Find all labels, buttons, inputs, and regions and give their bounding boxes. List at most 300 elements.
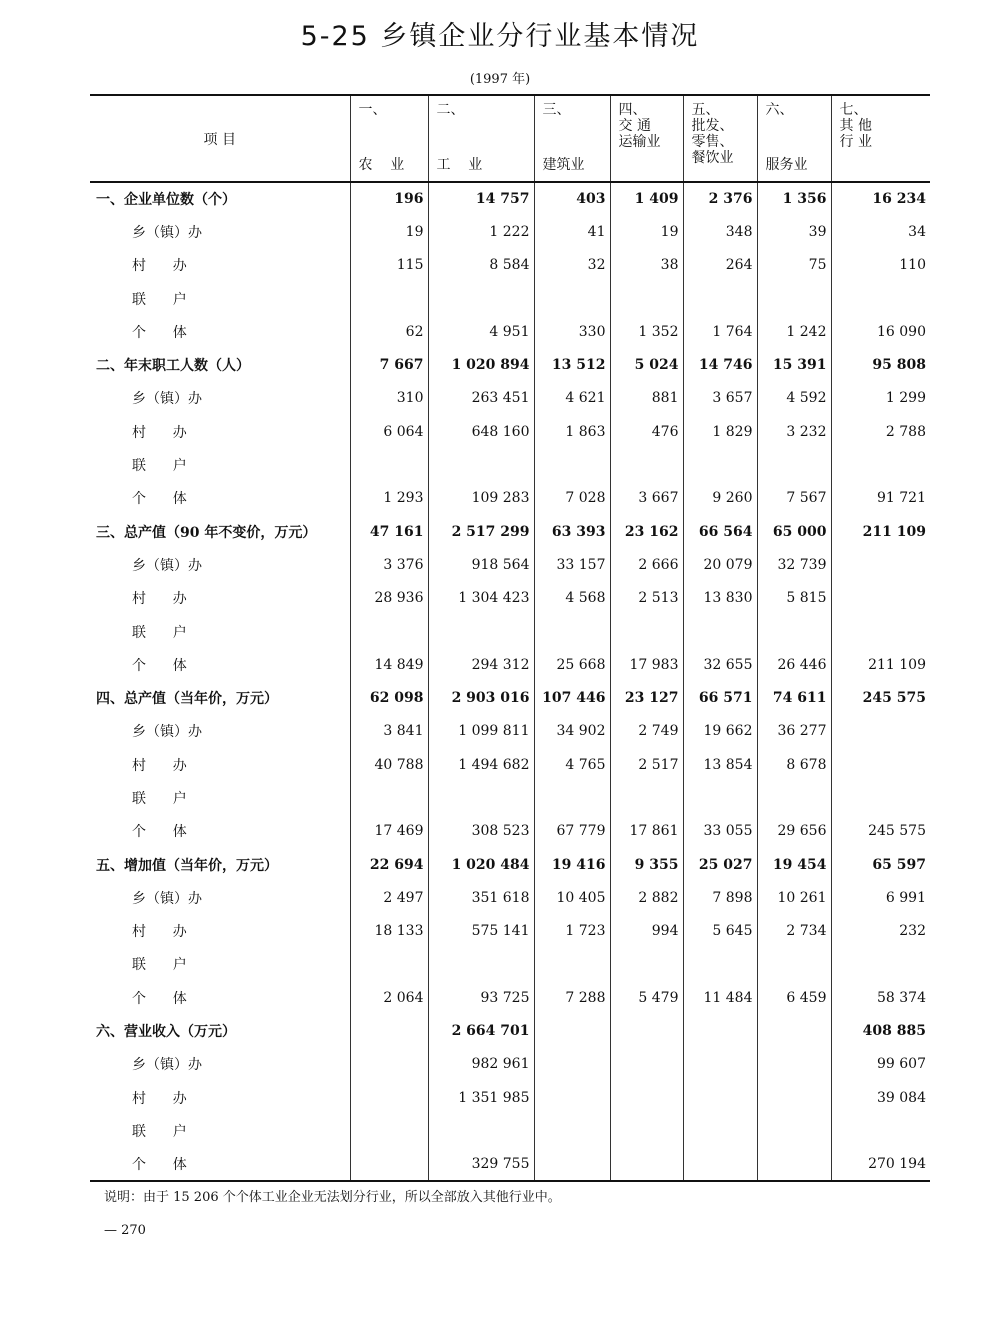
table-cell: 14 849 (350, 648, 428, 681)
table-cell: 91 721 (831, 482, 930, 515)
table-cell: 58 374 (831, 981, 930, 1014)
table-cell: 65 000 (757, 515, 831, 548)
row-label: 村 办 (132, 424, 187, 441)
table-cell (683, 448, 757, 481)
header-column-1 (350, 95, 428, 182)
table-cell: 20 079 (683, 548, 757, 581)
table-cell (610, 1148, 683, 1181)
table-cell: 32 655 (683, 648, 757, 681)
table-cell: 67 779 (534, 815, 610, 848)
table-row (90, 1148, 930, 1181)
table-cell (350, 781, 428, 814)
header-label: 项 目 (203, 131, 236, 148)
table-cell (350, 948, 428, 981)
table-cell (831, 748, 930, 781)
table-cell: 648 160 (428, 415, 534, 448)
table-cell: 7 288 (534, 981, 610, 1014)
table-cell: 32 739 (757, 548, 831, 581)
table-cell: 39 (757, 215, 831, 248)
table-cell: 8 678 (757, 748, 831, 781)
table-section-row (90, 1014, 930, 1047)
table-cell (610, 1114, 683, 1147)
header-column-2 (428, 95, 534, 182)
table-cell (350, 1048, 428, 1081)
table-cell: 1 494 682 (428, 748, 534, 781)
table-cell: 11 484 (683, 981, 757, 1014)
table-row (90, 915, 930, 948)
header-number: 二、 (436, 102, 465, 118)
table-cell (534, 282, 610, 315)
table-cell: 308 523 (428, 815, 534, 848)
table-row (90, 582, 930, 615)
table-cell: 19 454 (757, 848, 831, 881)
table-cell (534, 781, 610, 814)
table-cell (534, 1148, 610, 1181)
table-cell (610, 781, 683, 814)
row-label: 个 体 (90, 1148, 350, 1181)
table-cell (610, 448, 683, 481)
header-number: 七、 (839, 102, 868, 118)
table-cell (683, 1148, 757, 1181)
table-cell: 99 607 (831, 1048, 930, 1081)
header-column-5 (683, 95, 757, 182)
header-label: 批发、 零售、 餐饮业 (691, 118, 734, 166)
table-cell (683, 1014, 757, 1047)
table-cell: 38 (610, 249, 683, 282)
table-cell: 264 (683, 249, 757, 282)
row-label: 一、企业单位数（个） (96, 192, 236, 209)
table-cell (610, 1081, 683, 1114)
table-cell: 2 734 (757, 915, 831, 948)
header-number: 五、 (691, 102, 720, 118)
table-cell: 2 376 (683, 182, 757, 215)
footnote: 说明：由于 15 206 个个体工业企业无法划分行业，所以全部放入其他行业中。 (104, 1190, 561, 1205)
table-cell (534, 948, 610, 981)
table-cell: 13 854 (683, 748, 757, 781)
table-cell: 408 885 (831, 1014, 930, 1047)
table-cell: 270 194 (831, 1148, 930, 1181)
table-cell (831, 548, 930, 581)
table-cell: 330 (534, 315, 610, 348)
table-cell: 7 028 (534, 482, 610, 515)
table-cell: 1 242 (757, 315, 831, 348)
table-cell (683, 1114, 757, 1147)
table-cell: 14 757 (428, 182, 534, 215)
row-label: 乡（镇）办 (132, 890, 202, 907)
table-cell: 19 416 (534, 848, 610, 881)
table-row (90, 548, 930, 581)
table-cell (610, 948, 683, 981)
table-cell (428, 1114, 534, 1147)
table-cell: 33 157 (534, 548, 610, 581)
table-cell: 19 662 (683, 715, 757, 748)
table-cell: 93 725 (428, 981, 534, 1014)
row-label: 村 办 (132, 591, 187, 608)
table-cell (683, 1081, 757, 1114)
table-cell: 9 355 (610, 848, 683, 881)
row-label: 乡（镇）办 (132, 391, 202, 408)
table-cell: 5 645 (683, 915, 757, 948)
table-row (90, 948, 930, 981)
table-cell (350, 615, 428, 648)
table-section-row (90, 681, 930, 714)
table-row (90, 315, 930, 348)
table-cell: 2 788 (831, 415, 930, 448)
table-cell: 18 133 (350, 915, 428, 948)
table-cell (350, 448, 428, 481)
table-row (90, 1048, 930, 1081)
table-cell: 8 584 (428, 249, 534, 282)
row-label: 乡（镇）办 (132, 1057, 202, 1074)
table-cell: 329 755 (428, 1148, 534, 1181)
table-cell: 4 765 (534, 748, 610, 781)
table-cell: 16 090 (831, 315, 930, 348)
header-item (90, 95, 350, 182)
table-cell (534, 615, 610, 648)
table-cell (534, 1048, 610, 1081)
row-label: 联 户 (132, 790, 187, 807)
table-cell (757, 615, 831, 648)
table-cell (757, 1081, 831, 1114)
table-section-row (90, 182, 930, 215)
table-cell: 33 055 (683, 815, 757, 848)
table-cell: 1 409 (610, 182, 683, 215)
table-cell (350, 1014, 428, 1047)
header-label: 交 通 运输业 (618, 118, 661, 150)
table-cell: 351 618 (428, 881, 534, 914)
table-cell (534, 1014, 610, 1047)
table-cell (428, 282, 534, 315)
table-header (90, 95, 930, 182)
table-cell: 2 517 299 (428, 515, 534, 548)
table-cell (831, 715, 930, 748)
row-label: 三、总产值（90 年不变价，万元） (96, 524, 317, 541)
table-cell: 40 788 (350, 748, 428, 781)
table-cell (757, 781, 831, 814)
table-cell: 211 109 (831, 648, 930, 681)
header-column-6 (757, 95, 831, 182)
table-cell (831, 582, 930, 615)
table-cell: 294 312 (428, 648, 534, 681)
table-cell: 36 277 (757, 715, 831, 748)
table-cell: 10 405 (534, 881, 610, 914)
table-row (90, 1081, 930, 1114)
table-cell: 66 571 (683, 681, 757, 714)
table-row (90, 215, 930, 248)
header-row (90, 95, 930, 182)
header-column-3 (534, 95, 610, 182)
table-cell: 2 749 (610, 715, 683, 748)
header-label: 服务业 (765, 157, 808, 173)
table-cell (610, 282, 683, 315)
table-cell: 23 162 (610, 515, 683, 548)
table-subtitle: (1997 年) (469, 72, 531, 87)
table-cell: 3 376 (350, 548, 428, 581)
row-label: 六、营业收入（万元） (96, 1024, 236, 1041)
table-cell: 6 991 (831, 881, 930, 914)
table-cell: 4 621 (534, 382, 610, 415)
table-cell: 3 232 (757, 415, 831, 448)
table-cell: 348 (683, 215, 757, 248)
table-cell: 17 861 (610, 815, 683, 848)
table-cell (831, 1114, 930, 1147)
row-label: 个 体 (132, 657, 187, 674)
table-cell: 13 512 (534, 348, 610, 381)
table-cell: 65 597 (831, 848, 930, 881)
table-cell: 2 497 (350, 881, 428, 914)
table-cell (683, 948, 757, 981)
table-cell: 1 764 (683, 315, 757, 348)
table-cell (683, 1048, 757, 1081)
table-cell (683, 781, 757, 814)
table-cell: 10 261 (757, 881, 831, 914)
table-cell: 62 098 (350, 681, 428, 714)
table-cell: 2 517 (610, 748, 683, 781)
header-number: 六、 (765, 102, 794, 118)
row-label: 四、总产值（当年价，万元） (96, 691, 278, 708)
table-row (90, 448, 930, 481)
table-cell: 994 (610, 915, 683, 948)
table-cell: 4 592 (757, 382, 831, 415)
table-row (90, 482, 930, 515)
table-row (90, 415, 930, 448)
row-label: 村 办 (132, 924, 187, 941)
table-cell: 1 352 (610, 315, 683, 348)
table-cell: 1 356 (757, 182, 831, 215)
table-cell: 5 815 (757, 582, 831, 615)
table-cell (683, 282, 757, 315)
table-cell: 63 393 (534, 515, 610, 548)
row-label: 乡（镇）办 (132, 224, 202, 241)
header-label: 其 他 行 业 (839, 118, 872, 150)
table-cell: 2 882 (610, 881, 683, 914)
table-cell: 39 084 (831, 1081, 930, 1114)
table-cell: 16 234 (831, 182, 930, 215)
table-cell (350, 282, 428, 315)
table-row (90, 781, 930, 814)
table-cell: 918 564 (428, 548, 534, 581)
table-cell (428, 948, 534, 981)
table-row (90, 615, 930, 648)
table-cell: 7 667 (350, 348, 428, 381)
table-cell: 109 283 (428, 482, 534, 515)
table-cell (350, 1148, 428, 1181)
table-cell: 110 (831, 249, 930, 282)
table-cell: 403 (534, 182, 610, 215)
table-row (90, 249, 930, 282)
table-cell: 476 (610, 415, 683, 448)
table-cell: 245 575 (831, 815, 930, 848)
table-cell: 2 513 (610, 582, 683, 615)
table-cell: 107 446 (534, 681, 610, 714)
table-cell (757, 948, 831, 981)
table-cell (350, 1081, 428, 1114)
table-cell (610, 1048, 683, 1081)
table-cell: 2 664 701 (428, 1014, 534, 1047)
table-cell: 196 (350, 182, 428, 215)
table-cell: 1 099 811 (428, 715, 534, 748)
table-cell: 28 936 (350, 582, 428, 615)
table-cell (831, 948, 930, 981)
table-cell: 3 667 (610, 482, 683, 515)
table-cell: 1 293 (350, 482, 428, 515)
table-cell (831, 282, 930, 315)
table-cell: 1 222 (428, 215, 534, 248)
table-cell: 6 064 (350, 415, 428, 448)
table-row (90, 981, 930, 1014)
row-label: 个 体 (132, 824, 187, 841)
row-label: 乡（镇）办 (132, 724, 202, 741)
table-cell (610, 615, 683, 648)
page-number: — 270 (104, 1223, 146, 1238)
table-row (90, 282, 930, 315)
row-label: 联 户 (132, 957, 187, 974)
table-cell (757, 1114, 831, 1147)
table-cell: 575 141 (428, 915, 534, 948)
table-cell: 1 299 (831, 382, 930, 415)
table-cell: 26 446 (757, 648, 831, 681)
table-cell: 41 (534, 215, 610, 248)
statistics-table (90, 94, 930, 1182)
table-cell: 4 951 (428, 315, 534, 348)
table-cell: 7 898 (683, 881, 757, 914)
table-cell (757, 448, 831, 481)
table-cell: 14 746 (683, 348, 757, 381)
table-cell: 4 568 (534, 582, 610, 615)
table-row (90, 382, 930, 415)
table-section-row (90, 515, 930, 548)
table-cell: 1 020 484 (428, 848, 534, 881)
table-section-row (90, 348, 930, 381)
table-cell (428, 781, 534, 814)
table-cell: 2 666 (610, 548, 683, 581)
table-cell: 1 351 985 (428, 1081, 534, 1114)
table-cell: 19 (610, 215, 683, 248)
table-cell: 881 (610, 382, 683, 415)
row-label: 二、年末职工人数（人） (96, 358, 250, 375)
table-cell: 2 064 (350, 981, 428, 1014)
table-cell (350, 1114, 428, 1147)
table-cell: 1 863 (534, 415, 610, 448)
table-cell (534, 448, 610, 481)
table-body (90, 182, 930, 1181)
table-cell (831, 781, 930, 814)
table-cell (757, 1148, 831, 1181)
table-cell: 3 657 (683, 382, 757, 415)
header-number: 三、 (542, 102, 571, 118)
table-cell: 19 (350, 215, 428, 248)
table-cell (757, 282, 831, 315)
row-label: 联 户 (132, 291, 187, 308)
table-cell: 2 903 016 (428, 681, 534, 714)
table-cell: 115 (350, 249, 428, 282)
row-label: 联 户 (132, 624, 187, 641)
table-cell: 23 127 (610, 681, 683, 714)
table-row (90, 715, 930, 748)
table-cell: 6 459 (757, 981, 831, 1014)
table-cell: 17 469 (350, 815, 428, 848)
table-cell: 62 (350, 315, 428, 348)
row-label: 联 户 (132, 1123, 187, 1140)
table-cell: 1 304 423 (428, 582, 534, 615)
table-cell: 25 668 (534, 648, 610, 681)
table-title: 5-25 乡镇企业分行业基本情况 (300, 21, 700, 52)
row-label: 村 办 (132, 1090, 187, 1107)
header-column-4 (610, 95, 683, 182)
header-label: 建筑业 (542, 157, 585, 173)
table-cell: 232 (831, 915, 930, 948)
table-cell (831, 615, 930, 648)
row-label: 乡（镇）办 (132, 557, 202, 574)
table-cell (428, 448, 534, 481)
table-cell: 310 (350, 382, 428, 415)
header-label: 工 业 (436, 157, 483, 173)
row-label: 个 体 (132, 491, 187, 508)
header-number: 一、 (358, 102, 387, 118)
table-row (90, 748, 930, 781)
table-cell: 3 841 (350, 715, 428, 748)
table-cell (610, 1014, 683, 1047)
table-cell: 66 564 (683, 515, 757, 548)
table-cell: 245 575 (831, 681, 930, 714)
row-label: 村 办 (132, 258, 187, 275)
row-label: 村 办 (132, 757, 187, 774)
table-cell: 211 109 (831, 515, 930, 548)
table-cell: 22 694 (350, 848, 428, 881)
table-cell (757, 1014, 831, 1047)
row-label: 个 体 (132, 324, 187, 341)
table-cell: 17 983 (610, 648, 683, 681)
table-cell (428, 615, 534, 648)
table-cell: 982 961 (428, 1048, 534, 1081)
table-cell (534, 1081, 610, 1114)
table-cell: 5 024 (610, 348, 683, 381)
table-cell: 95 808 (831, 348, 930, 381)
table-cell: 1 829 (683, 415, 757, 448)
table-cell: 29 656 (757, 815, 831, 848)
table-row (90, 648, 930, 681)
table-cell: 1 020 894 (428, 348, 534, 381)
table-cell: 7 567 (757, 482, 831, 515)
table-row (90, 881, 930, 914)
table-cell: 25 027 (683, 848, 757, 881)
table-cell: 5 479 (610, 981, 683, 1014)
table-row (90, 815, 930, 848)
table-cell (683, 615, 757, 648)
table-cell: 34 902 (534, 715, 610, 748)
row-label: 五、增加值（当年价，万元） (96, 857, 278, 874)
table-cell: 263 451 (428, 382, 534, 415)
table-cell: 47 161 (350, 515, 428, 548)
row-label: 联 户 (132, 458, 187, 475)
table-cell (831, 448, 930, 481)
table-cell: 32 (534, 249, 610, 282)
table-section-row (90, 848, 930, 881)
row-label: 个 体 (132, 990, 187, 1007)
table-cell: 74 611 (757, 681, 831, 714)
table-cell: 15 391 (757, 348, 831, 381)
table-cell: 75 (757, 249, 831, 282)
header-label: 农 业 (358, 157, 405, 173)
header-column-7 (831, 95, 930, 182)
table-cell (757, 1048, 831, 1081)
table-cell: 13 830 (683, 582, 757, 615)
table-cell (534, 1114, 610, 1147)
table-cell: 1 723 (534, 915, 610, 948)
table-cell: 34 (831, 215, 930, 248)
header-number: 四、 (618, 102, 647, 118)
table-cell: 9 260 (683, 482, 757, 515)
